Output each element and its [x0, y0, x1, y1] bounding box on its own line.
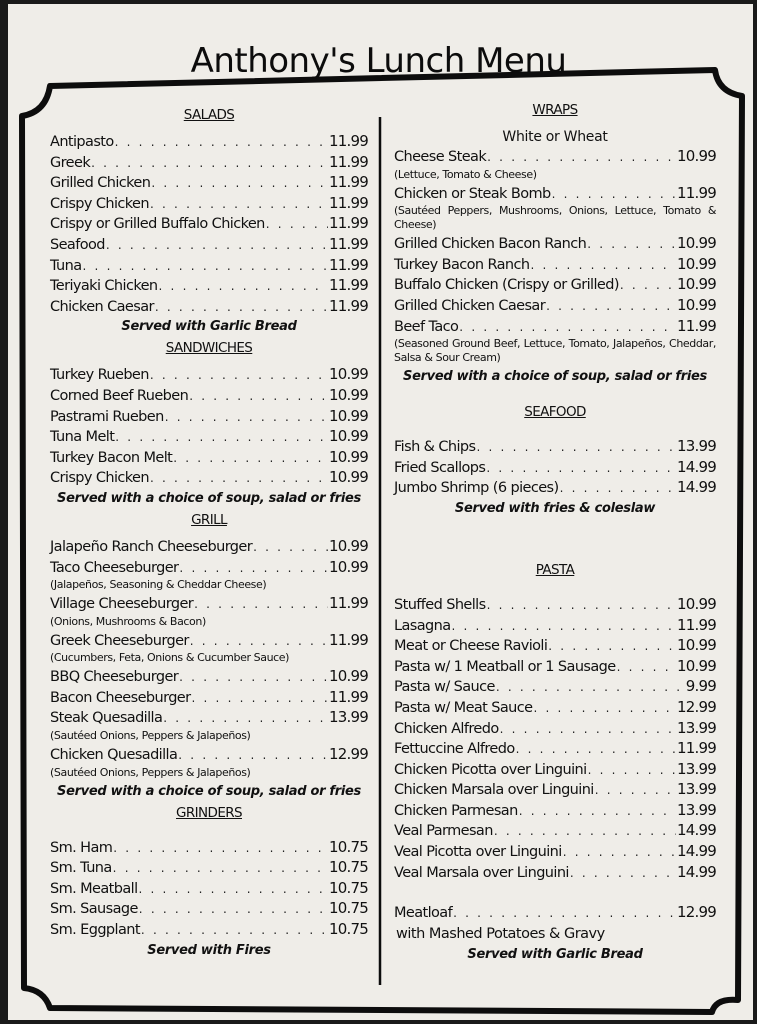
- dot-leader: [620, 276, 676, 296]
- item-description: (Onions, Mushrooms & Bacon): [50, 614, 206, 628]
- menu-item: [50, 688, 368, 709]
- item-name: Village Cheeseburger: [50, 596, 194, 613]
- menu-item: [394, 478, 716, 499]
- dot-leader: [141, 921, 328, 941]
- item-price: 10.99: [329, 667, 368, 686]
- menu-item: [394, 698, 716, 719]
- item-name: Tuna: [50, 257, 82, 274]
- grinders-list: [50, 838, 368, 941]
- dot-leader: [486, 459, 676, 479]
- item-description: (Sautéed Onions, Peppers & Jalapeños): [50, 729, 251, 743]
- item-name: Grilled Chicken: [50, 175, 151, 192]
- item-name: Taco Cheeseburger: [50, 559, 179, 576]
- item-description: (Lettuce, Tomato & Cheese): [394, 167, 537, 181]
- menu-item: [394, 255, 716, 276]
- dot-leader: [106, 236, 328, 256]
- menu-item: [394, 616, 716, 637]
- section-heading-seafood: SEAFOOD: [524, 404, 586, 421]
- menu-item: [394, 437, 716, 458]
- item-name: Veal Parmesan: [394, 823, 493, 840]
- item-price: 11.99: [329, 214, 368, 233]
- item-price: 14.99: [677, 478, 716, 497]
- item-name: Sm. Eggplant: [50, 922, 140, 939]
- seafood-note: Served with fries & coleslaw: [454, 500, 656, 516]
- item-name: Chicken Marsala over Linguini: [394, 782, 594, 799]
- dot-leader: [150, 195, 328, 215]
- item-name: Sm. Meatball: [50, 880, 138, 897]
- item-price: 11.99: [329, 132, 368, 150]
- item-name: Lasagna: [394, 617, 451, 634]
- menu-item: [394, 458, 716, 479]
- menu-item: [394, 842, 716, 863]
- item-name: Stuffed Shells: [394, 596, 486, 613]
- item-price: 10.99: [329, 385, 368, 404]
- dot-leader: [179, 559, 328, 579]
- item-name: Antipasto: [50, 134, 114, 150]
- section-pasta: [394, 559, 716, 965]
- wraps-subheading: White or Wheat: [502, 129, 608, 145]
- dot-leader: [477, 438, 677, 458]
- item-price: 10.99: [677, 275, 716, 294]
- menu-item: [50, 858, 368, 879]
- dot-leader: [570, 864, 676, 884]
- item-name: Corned Beef Rueben: [50, 387, 189, 404]
- menu-item: [394, 821, 716, 842]
- item-price: 11.99: [677, 615, 716, 634]
- section-heading-wraps: WRAPS: [532, 102, 578, 118]
- dot-leader: [150, 366, 328, 386]
- meatloaf-extra: with Mashed Potatoes & Gravy: [396, 925, 605, 942]
- item-price: 11.99: [677, 316, 716, 335]
- menu-item: [394, 147, 716, 168]
- item-price: 10.99: [329, 406, 368, 425]
- dot-leader: [178, 746, 328, 766]
- menu-item: [50, 214, 368, 235]
- section-heading-salads: SALADS: [183, 107, 235, 123]
- dot-leader: [451, 617, 676, 637]
- menu-item: [50, 386, 368, 407]
- dot-leader: [151, 174, 328, 194]
- grill-list: [50, 537, 368, 780]
- item-price: 10.75: [329, 899, 368, 918]
- item-name: Meatloaf: [394, 905, 453, 922]
- dot-leader: [115, 428, 328, 448]
- dot-leader: [563, 843, 676, 863]
- pasta-note: Served with Garlic Bread: [467, 946, 643, 962]
- item-price: 13.99: [677, 759, 716, 778]
- menu-item: [394, 657, 716, 678]
- dot-leader: [179, 668, 328, 688]
- item-name: Cheese Steak: [394, 149, 487, 165]
- dot-leader: [595, 781, 676, 801]
- item-price: 10.75: [329, 858, 368, 877]
- item-name: Chicken Caesar: [50, 298, 154, 315]
- dot-leader: [266, 215, 328, 235]
- dot-leader: [546, 297, 676, 317]
- item-description: (Seasoned Ground Beef, Lettuce, Tomato, Jalapeños, Cheddar, Salsa & Sour Cream): [394, 337, 716, 365]
- menu-item: [50, 745, 368, 766]
- item-name: Fish & Chips: [394, 439, 476, 456]
- item-name: Crispy Chicken: [50, 195, 149, 212]
- item-price: 10.99: [329, 365, 368, 384]
- dot-leader: [115, 133, 328, 153]
- item-price: 13.99: [677, 780, 716, 799]
- item-price: 10.75: [329, 878, 368, 897]
- menu-item: [394, 234, 716, 255]
- dot-leader: [587, 235, 676, 255]
- menu-item: [50, 256, 368, 277]
- menu-item-meatloaf: [394, 903, 716, 924]
- dot-leader: [530, 256, 676, 276]
- item-name: Greek: [50, 154, 91, 171]
- dot-leader: [165, 408, 328, 428]
- menu-item: [50, 297, 368, 318]
- menu-item: [394, 677, 716, 698]
- menu-item: [50, 448, 368, 469]
- menu-item: [50, 558, 368, 579]
- item-price: 12.99: [329, 745, 368, 764]
- item-name: Tuna Melt: [50, 429, 115, 446]
- wraps-note: Served with a choice of soup, salad or fries: [403, 369, 707, 385]
- item-name: Turkey Bacon Ranch: [394, 256, 530, 273]
- item-name: Grilled Chicken Bacon Ranch: [394, 236, 587, 253]
- dot-leader: [533, 699, 676, 719]
- section-heading-grill: GRILL: [191, 511, 227, 528]
- menu-item: [50, 631, 368, 652]
- item-price: 10.99: [329, 468, 368, 487]
- menu-item: [394, 595, 716, 616]
- right-column: [394, 99, 716, 965]
- sandwiches-list: [50, 365, 368, 489]
- item-price: 12.99: [677, 697, 716, 716]
- item-name: Chicken Alfredo: [394, 720, 499, 737]
- menu-item: [50, 468, 368, 489]
- item-name: Teriyaki Chicken: [50, 278, 158, 295]
- dot-leader: [163, 709, 328, 729]
- item-price: 9.99: [685, 677, 716, 696]
- item-description: (Jalapeños, Seasoning & Cheddar Cheese): [50, 578, 267, 592]
- dot-leader: [155, 298, 328, 318]
- item-name: Jumbo Shrimp (6 pieces): [394, 480, 559, 497]
- menu-item: [50, 132, 368, 153]
- item-price: 13.99: [677, 437, 716, 456]
- menu-item: [394, 719, 716, 740]
- item-price: 14.99: [677, 862, 716, 881]
- item-price: 13.99: [329, 708, 368, 727]
- sandwiches-note: Served with a choice of soup, salad or fries: [57, 490, 361, 506]
- item-price: 10.75: [329, 920, 368, 939]
- wraps-list: [394, 147, 716, 365]
- item-price: 10.99: [677, 147, 716, 165]
- item-price: 13.99: [677, 800, 716, 819]
- menu-item: [50, 838, 368, 859]
- item-name: Sm. Sausage: [50, 901, 138, 918]
- menu-item: [394, 636, 716, 657]
- item-price: 10.75: [329, 837, 368, 856]
- dot-leader: [552, 185, 676, 205]
- dot-leader: [560, 479, 676, 499]
- item-name: Turkey Rueben: [50, 367, 149, 384]
- menu-item: [50, 899, 368, 920]
- item-name: Grilled Chicken Caesar: [394, 297, 546, 314]
- item-name: Veal Marsala over Linguini: [394, 864, 569, 881]
- menu-item: [50, 153, 368, 174]
- item-price: 10.99: [677, 636, 716, 655]
- section-seafood: [394, 401, 716, 519]
- item-price: 11.99: [329, 687, 368, 706]
- item-name: Pasta w/ Sauce: [394, 679, 495, 696]
- item-name: Fettuccine Alfredo: [394, 741, 515, 758]
- dot-leader: [139, 900, 328, 920]
- pasta-list: [394, 595, 716, 883]
- item-price: 11.99: [329, 152, 368, 171]
- item-price: 11.99: [329, 594, 368, 613]
- dot-leader: [83, 257, 329, 277]
- item-price: 11.99: [329, 255, 368, 274]
- item-price: 11.99: [677, 739, 716, 758]
- menu-item: [394, 780, 716, 801]
- item-price: 10.99: [329, 557, 368, 576]
- item-price: 10.99: [329, 447, 368, 466]
- section-grill: [50, 509, 368, 802]
- menu-item: [50, 708, 368, 729]
- item-price: 10.99: [677, 234, 716, 253]
- item-name: Meat or Cheese Ravioli: [394, 638, 548, 655]
- dot-leader: [113, 839, 328, 859]
- dot-leader: [189, 387, 328, 407]
- item-name: Beef Taco: [394, 318, 459, 335]
- section-heading-sandwiches: SANDWICHES: [165, 340, 253, 357]
- item-name: Crispy or Grilled Buffalo Chicken: [50, 216, 265, 233]
- menu-item: [50, 594, 368, 615]
- menu-item: [394, 739, 716, 760]
- item-name: Chicken Parmesan: [394, 802, 518, 819]
- dot-leader: [192, 689, 329, 709]
- dot-leader: [91, 154, 328, 174]
- item-price: 10.99: [677, 254, 716, 273]
- menu-title: Anthony's Lunch Menu: [190, 40, 567, 81]
- dot-leader: [190, 632, 328, 652]
- dot-leader: [194, 595, 328, 615]
- item-name: Fried Scallops: [394, 459, 486, 476]
- dot-leader: [453, 904, 676, 924]
- menu-item: [50, 667, 368, 688]
- dot-leader: [113, 859, 328, 879]
- item-name: Chicken or Steak Bomb: [394, 185, 551, 202]
- item-price: 11.99: [677, 183, 716, 202]
- salads-note: Served with Garlic Bread: [121, 319, 297, 335]
- menu-item: [394, 760, 716, 781]
- menu-item: [50, 276, 368, 297]
- item-name: Sm. Ham: [50, 839, 113, 856]
- dot-leader: [253, 538, 328, 558]
- item-name: Jalapeño Ranch Cheeseburger: [50, 538, 253, 555]
- dot-leader: [487, 148, 676, 168]
- dot-leader: [519, 802, 676, 822]
- item-name: Pasta w/ Meat Sauce: [394, 699, 533, 716]
- item-name: Chicken Quesadilla: [50, 747, 178, 764]
- left-column: [50, 104, 368, 961]
- item-name: BBQ Cheeseburger: [50, 669, 179, 686]
- item-name: Bacon Cheeseburger: [50, 689, 191, 706]
- menu-item: [50, 235, 368, 256]
- menu-item: [394, 317, 716, 338]
- item-price: 11.99: [329, 296, 368, 315]
- dot-leader: [459, 318, 676, 338]
- item-name: Steak Quesadilla: [50, 710, 163, 727]
- item-price: 11.99: [329, 630, 368, 649]
- dot-leader: [487, 596, 676, 616]
- menu-item: [394, 863, 716, 884]
- section-heading-pasta: PASTA: [535, 561, 575, 578]
- grinders-note: Served with Fires: [147, 942, 271, 958]
- item-price: 11.99: [329, 276, 368, 295]
- menu-item: [50, 879, 368, 900]
- dot-leader: [496, 678, 685, 698]
- dot-leader: [617, 658, 676, 678]
- item-name: Buffalo Chicken (Crispy or Grilled): [394, 277, 619, 294]
- dot-leader: [159, 277, 329, 297]
- item-description: (Sautéed Onions, Peppers & Jalapeños): [50, 765, 251, 779]
- item-name: Pasta w/ 1 Meatball or 1 Sausage: [394, 658, 616, 675]
- dot-leader: [516, 740, 676, 760]
- section-heading-grinders: GRINDERS: [176, 804, 242, 821]
- seafood-list: [394, 437, 716, 499]
- menu-item: [50, 427, 368, 448]
- menu-item: [394, 801, 716, 822]
- section-wraps: [394, 99, 716, 387]
- item-price: 11.99: [329, 234, 368, 253]
- item-price: 10.99: [329, 427, 368, 446]
- menu-item: [50, 365, 368, 386]
- item-price: 11.99: [329, 173, 368, 192]
- item-price: 10.99: [677, 295, 716, 314]
- item-price: 10.99: [677, 594, 716, 613]
- dot-leader: [139, 880, 329, 900]
- dot-leader: [500, 720, 676, 740]
- item-name: Seafood: [50, 236, 105, 253]
- grill-note: Served with a choice of soup, salad or fries: [57, 783, 361, 799]
- dot-leader: [548, 637, 676, 657]
- item-name: Veal Picotta over Linguini: [394, 844, 562, 861]
- item-name: Greek Cheeseburger: [50, 632, 189, 649]
- menu-item: [50, 537, 368, 558]
- salads-list: [50, 132, 368, 317]
- dot-leader: [150, 469, 328, 489]
- menu-item: [50, 194, 368, 215]
- section-sandwiches: [50, 337, 368, 509]
- menu-item: [50, 407, 368, 428]
- item-price: 11.99: [329, 193, 368, 212]
- section-grinders: [50, 802, 368, 961]
- item-name: Turkey Bacon Melt: [50, 449, 173, 466]
- item-price: 10.99: [677, 656, 716, 675]
- item-description: (Sautéed Peppers, Mushrooms, Onions, Lettuce, Tomato & Cheese): [394, 204, 716, 232]
- item-name: Sm. Tuna: [50, 860, 112, 877]
- menu-item: [394, 296, 716, 317]
- menu-item: [394, 275, 716, 296]
- dot-leader: [588, 761, 676, 781]
- dot-leader: [494, 822, 676, 842]
- menu-item: [50, 920, 368, 941]
- item-price: 13.99: [677, 718, 716, 737]
- item-price: 10.99: [329, 536, 368, 555]
- item-price: 12.99: [677, 903, 716, 922]
- dot-leader: [173, 449, 328, 469]
- item-name: Chicken Picotta over Linguini: [394, 761, 587, 778]
- item-name: Crispy Chicken: [50, 470, 149, 487]
- section-salads: [50, 104, 368, 337]
- menu-item: [50, 173, 368, 194]
- item-name: Pastrami Rueben: [50, 408, 164, 425]
- item-price: 14.99: [677, 457, 716, 476]
- item-price: 14.99: [677, 821, 716, 840]
- item-price: 14.99: [677, 842, 716, 861]
- item-description: (Cucumbers, Feta, Onions & Cucumber Sauce): [50, 651, 290, 665]
- menu-item: [394, 184, 716, 205]
